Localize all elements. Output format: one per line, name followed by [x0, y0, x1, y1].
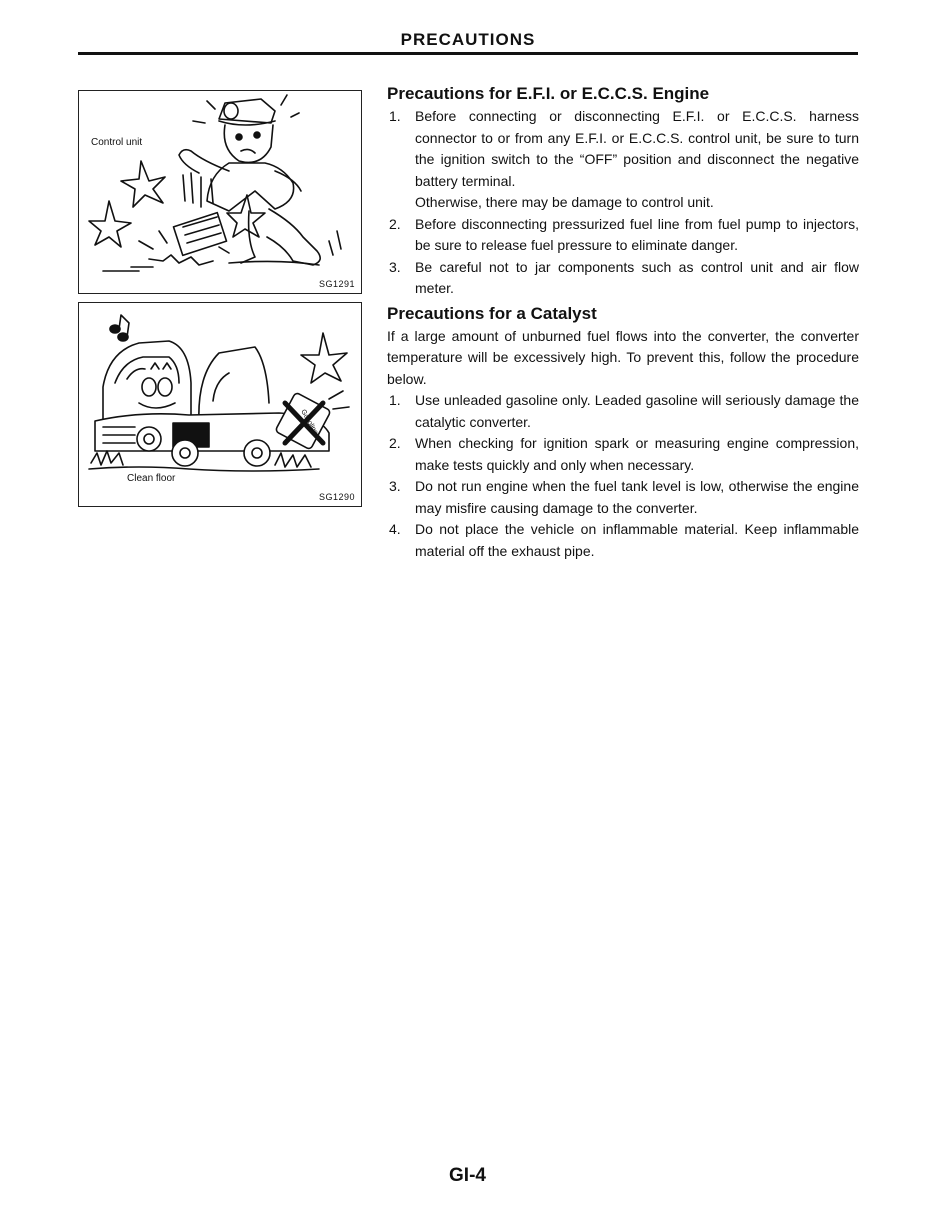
mechanic-dropping-control-unit-illustration — [79, 91, 361, 293]
item-note: Otherwise, there may be damage to control unit. — [415, 194, 714, 210]
item-text: When checking for ignition spark or measuring engine compression, make tests quickly and only when necessary. — [415, 435, 859, 473]
list-item — [387, 519, 859, 562]
section-title: Precautions for a Catalyst — [387, 303, 597, 323]
item-number: 1. — [389, 392, 401, 408]
item-number: 2. — [389, 215, 401, 232]
item-text: Before connecting or disconnecting E.F.I. or E.C.C.S. harness connector to or from any E.F.I. or E.C.C.S. control unit, be sure to turn the ignition switch to the “OFF” position and disconnect the negative battery terminal. — [415, 108, 859, 189]
figure-code: SG1290 — [318, 492, 355, 502]
section-efi-eccs — [387, 82, 859, 300]
list-item — [387, 257, 859, 300]
list-item — [387, 390, 859, 433]
figure-label: Clean floor — [127, 473, 176, 484]
page-title: PRECAUTIONS — [400, 30, 536, 49]
precaution-list — [387, 390, 859, 562]
figure-clean-floor — [78, 302, 362, 507]
list-item — [387, 214, 859, 257]
car-on-clean-floor-illustration — [79, 303, 361, 506]
figure-label: Control unit — [91, 137, 143, 148]
text-column — [387, 82, 859, 562]
figure-code: SG1291 — [318, 279, 355, 289]
section-intro: If a large amount of unburned fuel flows into the converter, the converter temperature will be excessively high. To prevent this, follow the procedure below. — [387, 327, 859, 387]
list-item — [387, 433, 859, 476]
precaution-list — [387, 106, 859, 300]
page-number: GI-4 — [449, 1165, 486, 1186]
list-item — [387, 106, 859, 214]
item-text: Do not run engine when the fuel tank level is low, otherwise the engine may misfire causing damage to the converter. — [415, 478, 859, 516]
page-header — [78, 30, 858, 50]
gasoline-can-text: Gasoline — [299, 408, 320, 436]
item-number: 4. — [389, 521, 401, 537]
list-item — [387, 476, 859, 519]
header-rule — [78, 52, 858, 55]
figure-control-unit — [78, 90, 362, 294]
item-text: Before disconnecting pressurized fuel line from fuel pump to injectors, be sure to release fuel pressure to eliminate danger. — [415, 215, 859, 253]
item-text: Be careful not to jar components such as control unit and air flow meter. — [415, 258, 859, 296]
item-number: 1. — [389, 108, 401, 124]
item-number: 3. — [389, 478, 401, 494]
section-catalyst — [387, 302, 859, 563]
item-text: Use unleaded gasoline only. Leaded gasoline will seriously damage the catalytic converter. — [415, 392, 859, 430]
item-number: 2. — [389, 435, 401, 451]
section-title: Precautions for E.F.I. or E.C.C.S. Engine — [387, 84, 710, 103]
item-text: Do not place the vehicle on inflammable material. Keep inflammable material off the exhaust pipe. — [415, 521, 859, 559]
item-number: 3. — [389, 258, 401, 275]
